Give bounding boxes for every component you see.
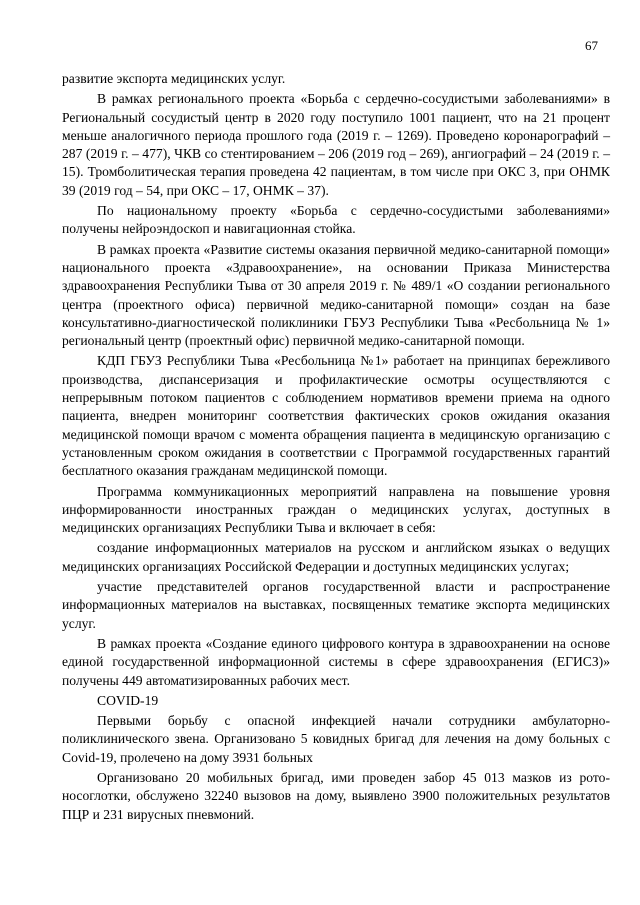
- paragraph-exhibitions: участие представителей органов государственной власти и распространение информационных материалов на выставках, посвященных тематике экспорта медицинских услуг.: [62, 579, 610, 631]
- paragraph-cardiovascular-center: В рамках регионального проекта «Борьба с сердечно-сосудистыми заболеваниями» в Региональный сосудистый центр в 2020 году поступило 1001 пациент, что на 21 процент меньше аналогичного периода прошлого года (2019 г. – 1269). Проведено коронарографий – 287 (2019 г. – 477), ЧКВ со стентированием – 206 (2019 год – 269), ангиографий – 24 (2019 г. – 15). Тромболитическая терапия проведена 42 пациентам, в том числе при ОКС 3, при ОНМК 39 (2019 год – 54, при ОКС – 17, ОНМК – 37).: [62, 91, 610, 198]
- paragraph-lean-production: КДП ГБУЗ Республики Тыва «Ресбольница №1» работает на принципах бережливого производства, диспансеризация и профилактические осмотры осуществляются с непрерывным потоком пациентов с соблюдением нормативов времени приема на одного пациента, внедрен мониторинг соответствия фактических сроков ожидания оказания медицинской помощи врачом с момента обращения пациента в медицинскую организацию с установленным сроком ожидания в соответствии с Программой государственных гарантий бесплатного оказания гражданам медицинской помощи.: [62, 353, 610, 479]
- page-number: 67: [585, 38, 598, 53]
- paragraph-info-materials: создание информационных материалов на русском и английском языках о ведущих медицинских организациях Российской Федерации и доступных медицинских услугах;: [62, 540, 610, 574]
- paragraph-primary-care-project: В рамках проекта «Развитие системы оказания первичной медико-санитарной помощи» национального проекта «Здравоохранение», на основании Приказа Министерства здравоохранения Республики Тыва от 30 апреля 2019 г. № 489/1 «О создании регионального центра (проектного офиса) первичной медико-санитарной помощи» создан на базе консультативно-диагностической поликлиники ГБУЗ Республики Тыва «Ресбольница № 1» региональный центр (проектный офис) первичной медико-санитарной помощи.: [62, 241, 610, 349]
- paragraph-export-continuation: развитие экспорта медицинских услуг.: [62, 71, 286, 86]
- paragraph-digital-contour: В рамках проекта «Создание единого цифрового контура в здравоохранении на основе единой государственной информационной системы в сфере здравоохранения (ЕГИСЗ)» получены 449 автоматизированных рабочих мест.: [62, 635, 610, 688]
- paragraph-mobile-brigades: Организовано 20 мобильных бригад, ими проведен забор 45 013 мазков из рото-носоглотки, обслужено 32240 вызовов на дому, выявлено 3900 положительных результатов ПЦР и 231 вирусных пневмоний.: [62, 769, 610, 822]
- section-heading-covid: COVID-19: [97, 692, 159, 708]
- paragraph-communication-program: Программа коммуникационных мероприятий направлена на повышение уровня информированности иностранных граждан о медицинских услугах, доступных в медицинских организациях Республики Тыва и включает в себя:: [62, 483, 610, 536]
- paragraph-national-project-equipment: По национальному проекту «Борьба с сердечно-сосудистыми заболеваниями» получены нейроэндоскоп и навигационная стойка.: [62, 203, 610, 237]
- document-body: [62, 70, 610, 824]
- paragraph-covid-brigades: Первыми борьбу с опасной инфекцией начали сотрудники амбулаторно-поликлинического звена. Организовано 5 ковидных бригад для лечения на дому больных с Covid-19, пролечено на дому 3931 больных: [62, 713, 610, 765]
